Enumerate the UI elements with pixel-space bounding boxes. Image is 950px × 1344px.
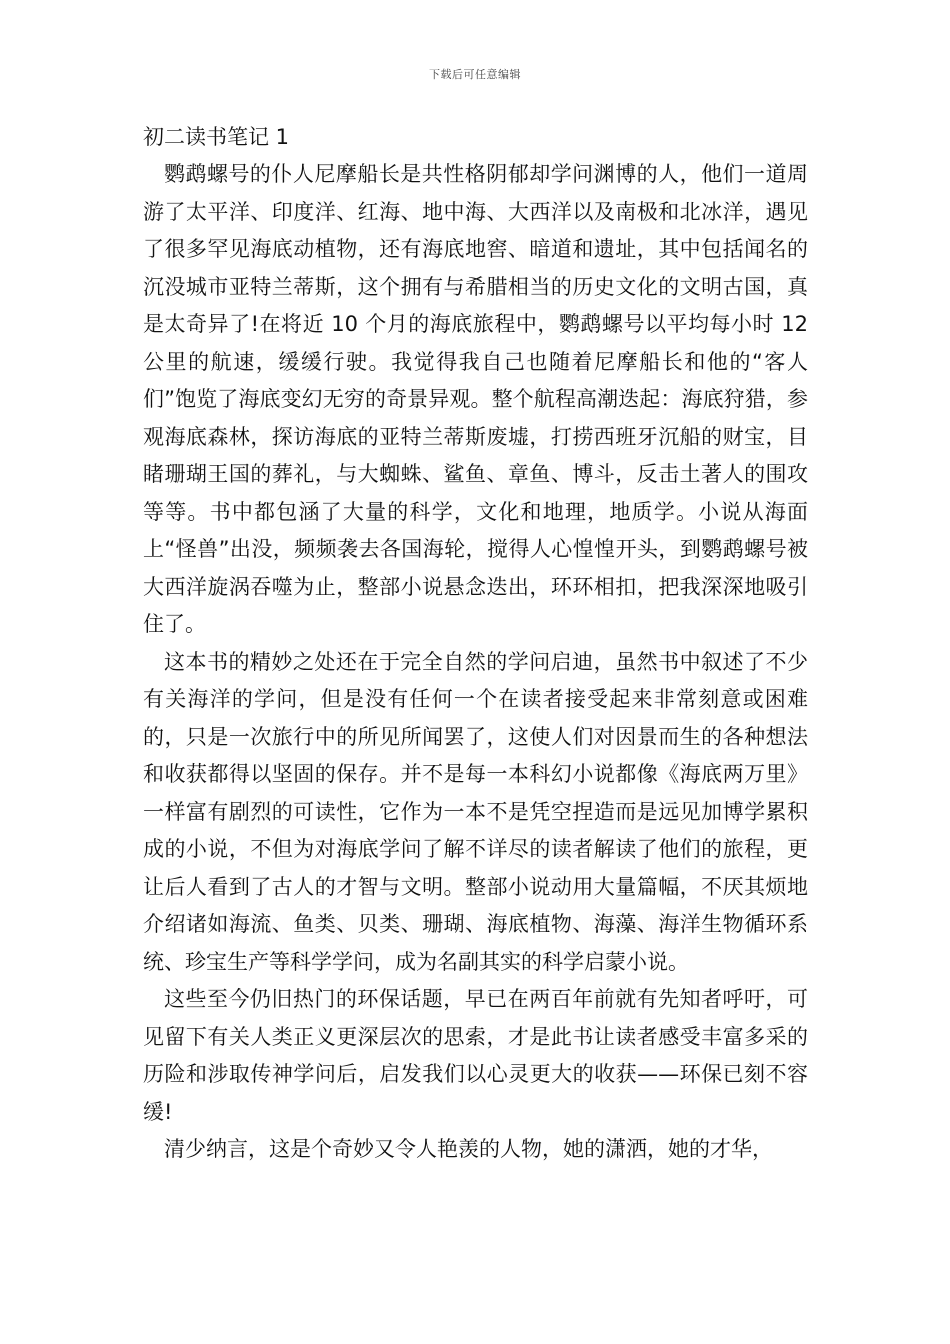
document-title: 初二读书笔记 1: [143, 125, 290, 149]
paragraph-1: 鹦鹉螺号的仆人尼摩船长是共性格阴郁却学问渊博的人，他们一道周游了太平洋、印度洋、红海、地中海、大西洋以及南极和北冰洋，遇见了很多罕见海底动植物，还有海底地窖、暗道和遗址，其中包括闻名的沉没城市亚特兰蒂斯，这个拥有与希腊相当的历史文化的文明古国，真是太奇异了!在将近 10 个月的海底旅程中，鹦鹉螺号以平均每小时 12 公里的航速，缓缓行驶。我觉得我自己也随着尼摩船长和他的“客人们”饱览了海底变幻无穷的奇景异观。整个航程高潮迭起：海底狩猎，参观海底森林，探访海底的亚特兰蒂斯废墟，打捞西班牙沉船的财宝，目睹珊瑚王国的葬礼，与大蜘蛛、鲨鱼、章鱼、博斗，反击土著人的围攻等等。书中都包涵了大量的科学，文化和地理，地质学。小说从海面上“怪兽”出没，频频袭去各国海轮，搅得人心惶惶开头，到鹦鹉螺号被大西洋旋涡吞噬为止，整部小说悬念迭出，环环相扣，把我深深地吸引住了。: [143, 162, 808, 636]
paragraph-2: 这本书的精妙之处还在于完全自然的学问启迪，虽然书中叙述了不少有关海洋的学问，但是没有任何一个在读者接受起来非常刻意或困难的，只是一次旅行中的所见所闻罢了，这使人们对因景而生的各种想法和收获都得以坚固的保存。并不是每一本科幻小说都像《海底两万里》一样富有剧烈的可读性，它作为一本不是凭空捏造而是远见加博学累积成的小说，不但为对海底学问了解不详尽的读者解读了他们的旅程，更让后人看到了古人的才智与文明。整部小说动用大量篇幅，不厌其烦地介绍诸如海流、鱼类、贝类、珊瑚、海底植物、海藻、海洋生物循环系统、珍宝生产等科学学问，成为名副其实的科学启蒙小说。: [143, 649, 808, 974]
paragraph-4: 清少纳言，这是个奇妙又令人艳羡的人物，她的潇洒，她的才华，: [164, 1137, 773, 1161]
paragraph-3: 这些至今仍旧热门的环保话题，早已在两百年前就有先知者呼吁，可见留下有关人类正义更深层次的思索，才是此书让读者感受丰富多采的历险和涉取传神学问后，启发我们以心灵更大的收获——环保已刻不容缓!: [143, 987, 808, 1124]
header-note: 下载后可任意编辑: [429, 68, 521, 81]
document-body: [143, 118, 808, 1169]
